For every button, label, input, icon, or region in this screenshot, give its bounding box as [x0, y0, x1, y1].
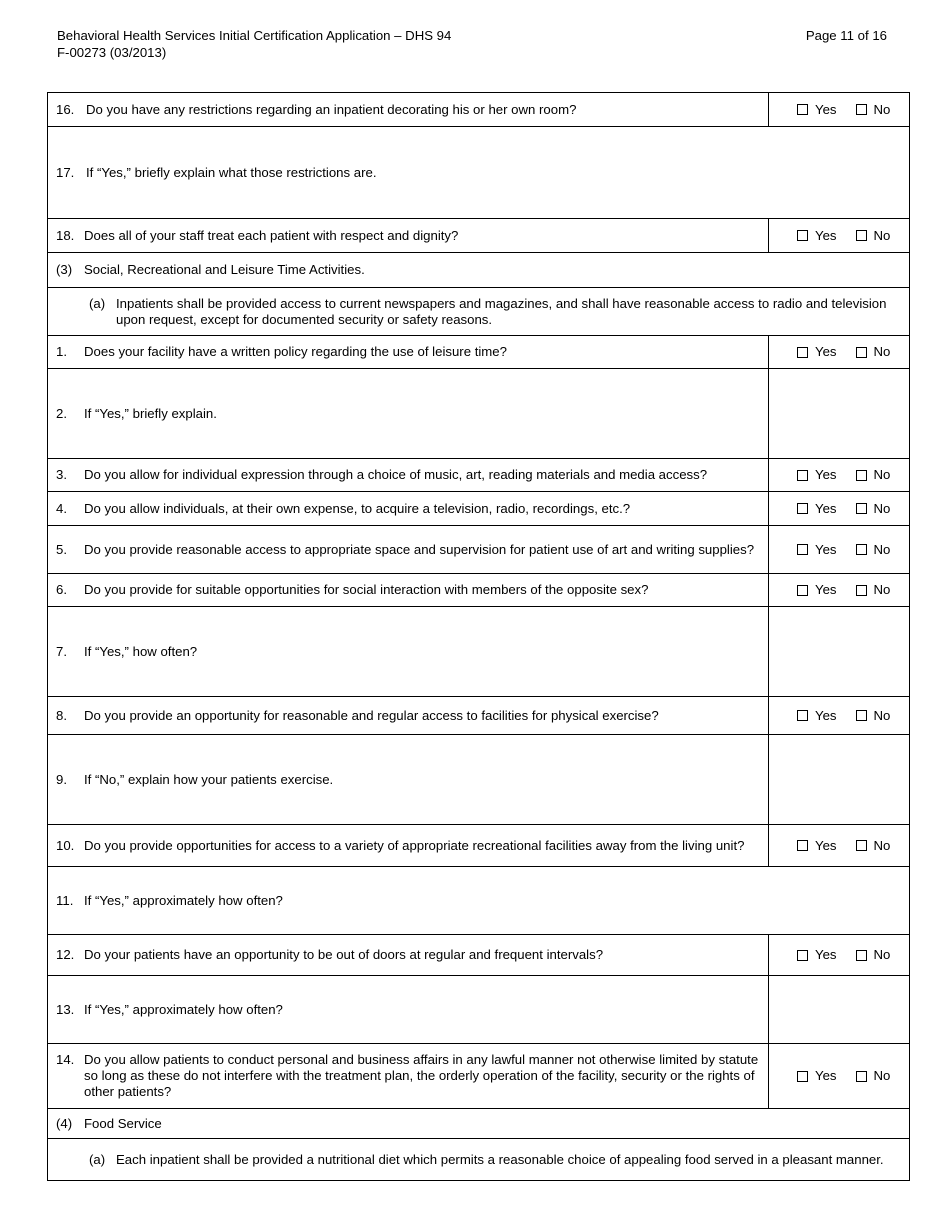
checkbox-icon: [797, 840, 808, 851]
checkbox-icon: [856, 470, 867, 481]
question-row-1: 1. Does your facility have a written policy regarding the use of leisure time? Yes No: [48, 336, 910, 369]
no-checkbox[interactable]: No: [856, 467, 891, 483]
question-text: Do you provide reasonable access to appropriate space and supervision for patient use of art and writing supplies?: [84, 541, 755, 557]
section-row-3: (3) Social, Recreational and Leisure Time Activities.: [48, 253, 910, 288]
question-row-5: 5. Do you provide reasonable access to appropriate space and supervision for patient use of art and writing supplies? Yes No: [48, 526, 910, 574]
question-text: If “Yes,” briefly explain what those restrictions are.: [86, 164, 377, 180]
question-row-2: [48, 369, 910, 459]
question-text: Do you allow for individual expression through a choice of music, art, reading materials and media access?: [84, 467, 708, 482]
requirement-text: Each inpatient shall be provided a nutritional diet which permits a reasonable choice of appealing food served in a pleasant manner.: [116, 1151, 884, 1167]
checkbox-icon: [856, 347, 867, 358]
yes-checkbox[interactable]: Yes: [797, 708, 837, 724]
checkbox-icon: [856, 104, 867, 115]
checkbox-icon: [797, 1071, 808, 1082]
question-row-6: 6. Do you provide for suitable opportunities for social interaction with members of the opposite sex? Yes No: [48, 574, 910, 607]
answer-field-2[interactable]: 2. If “Yes,” briefly explain.: [48, 369, 769, 459]
form-id: F-00273 (03/2013): [57, 45, 167, 60]
section-row-4a: (a) Each inpatient shall be provided a nutritional diet which permits a reasonable choice of appealing food served in a pleasant manner.: [48, 1139, 910, 1181]
question-text: Do you allow individuals, at their own expense, to acquire a television, radio, recordings, etc.?: [84, 500, 631, 516]
checkbox-icon: [797, 347, 808, 358]
answer-field-7[interactable]: 7. If “Yes,” how often?: [48, 607, 769, 697]
yes-checkbox[interactable]: Yes: [797, 228, 837, 244]
question-text: If “Yes,” how often?: [84, 643, 198, 659]
answer-field-11[interactable]: 11. If “Yes,” approximately how often?: [48, 867, 910, 935]
question-text: If “No,” explain how your patients exercise.: [84, 771, 334, 787]
question-row-17: [48, 127, 910, 219]
questionnaire-table: [47, 92, 910, 1181]
header-left: [57, 27, 451, 61]
yes-checkbox[interactable]: Yes: [797, 501, 837, 517]
question-text: Does your facility have a written policy regarding the use of leisure time?: [84, 344, 507, 359]
no-checkbox[interactable]: No: [856, 1068, 891, 1084]
question-text: Do you provide for suitable opportunities for social interaction with members of the opposite sex?: [84, 582, 649, 597]
checkbox-icon: [856, 503, 867, 514]
question-text: Does all of your staff treat each patient with respect and dignity?: [84, 227, 459, 243]
checkbox-icon: [797, 585, 808, 596]
question-text: If “Yes,” briefly explain.: [84, 405, 217, 421]
yes-checkbox[interactable]: Yes: [797, 542, 837, 558]
checkbox-icon: [797, 950, 808, 961]
checkbox-icon: [856, 710, 867, 721]
checkbox-icon: [856, 230, 867, 241]
no-checkbox[interactable]: No: [856, 542, 891, 558]
checkbox-icon: [797, 230, 808, 241]
form-title: Behavioral Health Services Initial Certification Application – DHS 94: [57, 28, 452, 43]
checkbox-icon: [856, 840, 867, 851]
question-row-12: 12. Do your patients have an opportunity to be out of doors at regular and frequent intervals? Yes No: [48, 935, 910, 976]
checkbox-icon: [797, 544, 808, 555]
answer-field-13[interactable]: 13. If “Yes,” approximately how often?: [48, 976, 769, 1044]
no-checkbox[interactable]: No: [856, 947, 891, 963]
checkbox-icon: [797, 470, 808, 481]
question-text: If “Yes,” approximately how often?: [84, 1001, 283, 1017]
question-row-11: [48, 867, 910, 935]
question-row-8: 8. Do you provide an opportunity for reasonable and regular access to facilities for physical exercise? Yes No: [48, 697, 910, 735]
question-row-4: 4. Do you allow individuals, at their own expense, to acquire a television, radio, recordings, etc.? Yes No: [48, 492, 910, 526]
checkbox-icon: [856, 544, 867, 555]
answer-field-9[interactable]: 9. If “No,” explain how your patients exercise.: [48, 735, 769, 825]
question-text: Do you provide an opportunity for reasonable and regular access to facilities for physical exercise?: [84, 707, 659, 723]
question-row-9: [48, 735, 910, 825]
no-checkbox[interactable]: No: [856, 501, 891, 517]
question-row-18: 18. Does all of your staff treat each patient with respect and dignity? Yes No: [48, 219, 910, 253]
question-text: Do you have any restrictions regarding an inpatient decorating his or her own room?: [86, 101, 577, 117]
checkbox-icon: [856, 585, 867, 596]
no-checkbox[interactable]: No: [856, 708, 891, 724]
yes-checkbox[interactable]: Yes: [797, 467, 837, 483]
page-number: Page 11 of 16: [805, 28, 887, 43]
question-text: If “Yes,” approximately how often?: [84, 892, 283, 908]
yes-checkbox[interactable]: Yes: [797, 1068, 837, 1084]
question-text: Do you provide opportunities for access to a variety of appropriate recreational facilities away from the living unit?: [84, 837, 745, 853]
section-row-3a: (a) Inpatients shall be provided access to current newspapers and magazines, and shall have reasonable access to radio and television upon request, except for documented security or safety reasons.: [48, 288, 910, 336]
checkbox-icon: [797, 104, 808, 115]
no-checkbox[interactable]: No: [856, 582, 891, 598]
no-checkbox[interactable]: No: [856, 102, 891, 118]
yes-checkbox[interactable]: Yes: [797, 947, 837, 963]
yes-checkbox[interactable]: Yes: [797, 838, 837, 854]
no-checkbox[interactable]: No: [856, 228, 891, 244]
question-row-10: 10. Do you provide opportunities for access to a variety of appropriate recreational facilities away from the living unit? Yes No: [48, 825, 910, 867]
question-row-13: [48, 976, 910, 1044]
yes-checkbox[interactable]: Yes: [797, 582, 837, 598]
question-row-3: 3. Do you allow for individual expression through a choice of music, art, reading materials and media access? Yes No: [48, 459, 910, 492]
section-title: Social, Recreational and Leisure Time Activities.: [84, 262, 365, 277]
question-row-7: [48, 607, 910, 697]
section-row-4: (4) Food Service: [48, 1109, 910, 1139]
question-row-16: 16. Do you have any restrictions regarding an inpatient decorating his or her own room? Yes No: [48, 93, 910, 127]
checkbox-icon: [856, 1071, 867, 1082]
checkbox-icon: [797, 710, 808, 721]
no-checkbox[interactable]: No: [856, 344, 891, 360]
yes-checkbox[interactable]: Yes: [797, 102, 837, 118]
checkbox-icon: [797, 503, 808, 514]
requirement-text: Inpatients shall be provided access to current newspapers and magazines, and shall have reasonable access to radio and television upon request, except for documented security or safety reasons.: [116, 295, 887, 327]
question-text: Do your patients have an opportunity to be out of doors at regular and frequent intervals?: [84, 947, 604, 962]
question-row-14: 14. Do you allow patients to conduct personal and business affairs in any lawful manner not otherwise limited by statute so long as these do not interfere with the treatment plan, the orderly operation of the facility, security or the rights of other patients? Yes No: [48, 1044, 910, 1109]
question-text: Do you allow patients to conduct personal and business affairs in any lawful manner not otherwise limited by statute so long as these do not interfere with the treatment plan, the orderly operation of the facility, security or the rights of other patients?: [84, 1052, 759, 1099]
yes-checkbox[interactable]: Yes: [797, 344, 837, 360]
section-title: Food Service: [84, 1115, 162, 1131]
checkbox-icon: [856, 950, 867, 961]
no-checkbox[interactable]: No: [856, 838, 891, 854]
answer-field-17[interactable]: 17. If “Yes,” briefly explain what those restrictions are.: [48, 127, 910, 219]
